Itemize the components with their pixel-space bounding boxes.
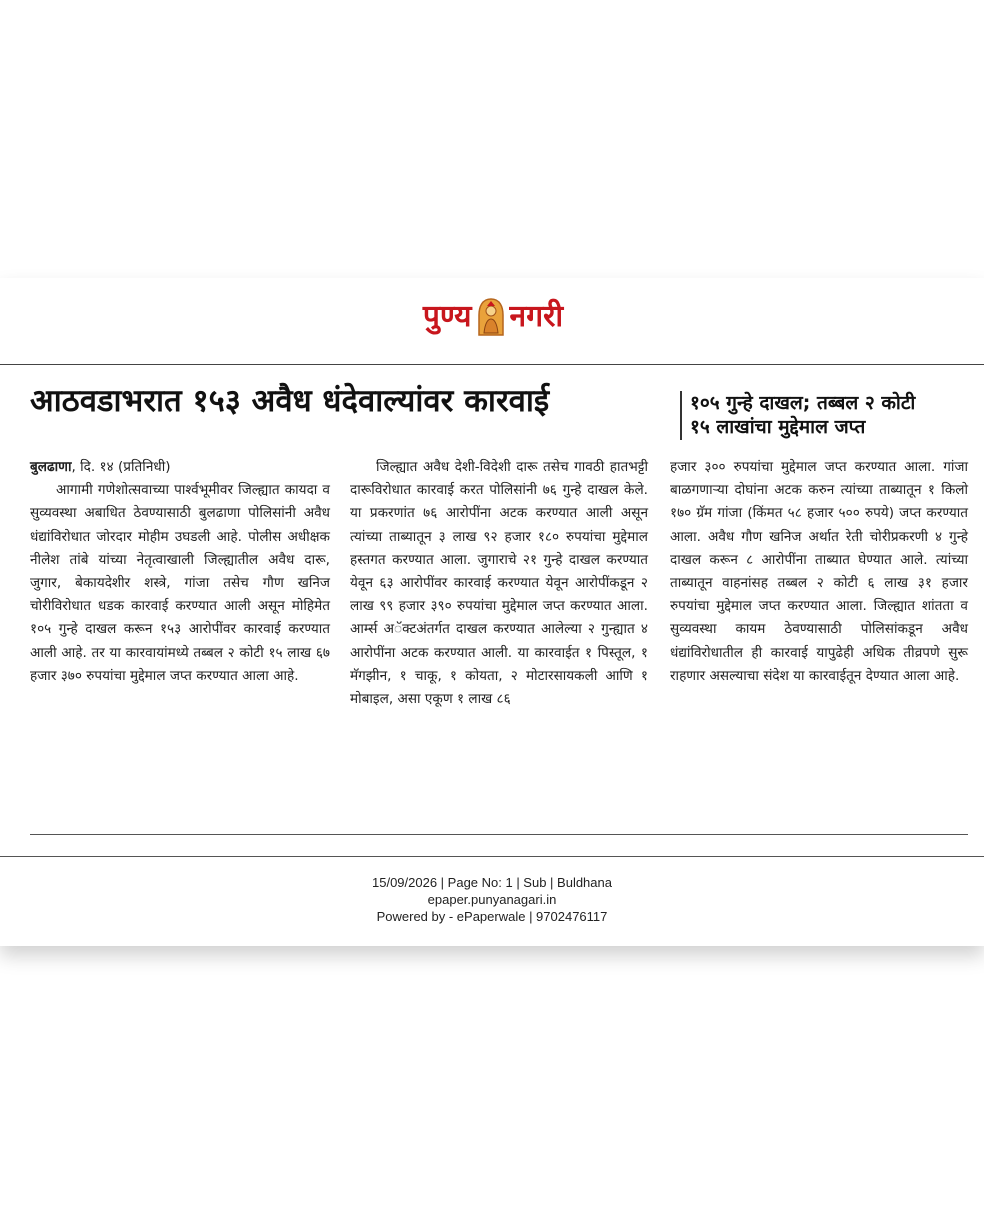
article-column-2 [350, 456, 648, 711]
footer-powered-by: Powered by - ePaperwale | 9702476117 [376, 909, 608, 924]
dateline [30, 456, 330, 479]
footer-divider [0, 856, 984, 857]
footer-edition-info: 15/09/2026 | Page No: 1 | Sub | Buldhana [372, 875, 612, 890]
masthead-divider [0, 364, 984, 365]
subhead-line-2: १५ लाखांचा मुद्देमाल जप्त [690, 416, 866, 439]
newspaper-logo [388, 292, 598, 342]
article-bottom-divider [30, 834, 968, 835]
column-2-text: जिल्ह्यात अवैध देशी-विदेशी दारू तसेच गावठी हातभट्टी दारूविरोधात कारवाई करत पोलिसांनी ७६ गुन्हे दाखल केले. या प्रकरणांत ७६ आरोपींना अटक करण्यात आली असून त्यांच्या ताब्यातून ३ लाख ९२ हजार १८० रुपयांचा मुद्देमाल हस्तगत करण्यात आला. जुगाराचे २१ गुन्हे दाखल करण्यात येवून ६३ आरोपींवर कारवाई करण्यात येवून आरोपींकडून २ लाख ९९ हजार ३९० रुपयांचा मुद्देमाल जप्त करण्यात आला. आर्म्स अॅक्टअंतर्गत दाखल करण्यात आलेल्या २ गुन्ह्यात ४ आरोपींना अटक करण्यात आली. या कारवाईत १ पिस्तूल, १ मॅगझीन, १ चाकू, १ कोयता, २ मोटारसायकली आणि १ मोबाइल, असा एकूण १ लाख ८६ [350, 459, 648, 708]
article-column-3 [670, 456, 968, 688]
newspaper-clipping [0, 278, 984, 946]
article-headline: आठवडाभरात १५३ अवैध धंदेवाल्यांवर कारवाई [30, 383, 550, 419]
logo-word-right: नगरी [509, 299, 564, 334]
masthead [0, 278, 984, 364]
article-subheadline [680, 391, 980, 440]
logo-word-left: पुण्य [422, 299, 472, 334]
subhead-line-1: १०५ गुन्हे दाखल; तब्बल २ कोटी [690, 392, 916, 414]
footer-website: epaper.punyanagari.in [427, 892, 557, 907]
column-2-paragraph [350, 456, 648, 711]
deity-emblem-icon [476, 297, 506, 337]
page-footer [0, 874, 984, 925]
column-3-text: हजार ३०० रुपयांचा मुद्देमाल जप्त करण्यात आला. गांजा बाळगणाऱ्या दोघांना अटक करुन त्यांच्या ताब्यातून १ किलो १७० ग्रॅम गांजा (किंमत ५८ हजार ५०० रुपये) जप्त करण्यात आला. अवैध गौण खनिज अर्थात रेती चोरीप्रकरणी ४ गुन्हे दाखल करून ८ आरोपींना ताब्यात घेण्यात आले. त्यांच्या ताब्यातून वाहनांसह तब्बल २ कोटी ६ लाख ३१ हजार रुपयांचा मुद्देमाल जप्त करण्यात आला. जिल्ह्यात शांतता व सुव्यवस्था कायम ठेवण्यासाठी पोलिसांकडून अवैध धंद्यांविरोधातील ही कारवाई यापुढेही अधिक तीव्रपणे सुरू राहणार असल्याचा संदेश या कारवाईतून देण्यात आला आहे. [670, 459, 968, 684]
column-1-paragraph [30, 479, 330, 688]
article-column-1 [30, 456, 330, 688]
column-1-text: आगामी गणेशोत्सवाच्या पार्श्वभूमीवर जिल्ह्यात कायदा व सुव्यवस्था अबाधित ठेवण्यासाठी बुलढाणा पोलिसांनी अवैध धंद्यांविरोधात जोरदार मोहीम उघडली आहे. पोलीस अधीक्षक नीलेश तांबे यांच्या नेतृत्वाखाली जिल्ह्यातील अवैध दारू, जुगार, बेकायदेशीर शस्त्रे, गांजा तसेच गौण खनिज चोरीविरोधात धडक कारवाई करण्यात आली असून मोहिमेत १०५ गुन्हे दाखल करून १५३ आरोपींवर कारवाई करण्यात आली आहे. तर या कारवायांमध्ये तब्बल २ कोटी १५ लाख ६७ हजार ३७० रुपयांचा मुद्देमाल जप्त करण्यात आला आहे. [30, 482, 330, 684]
dateline-place: बुलढाणा [30, 459, 72, 475]
column-3-paragraph [670, 456, 968, 688]
dateline-rest: , दि. १४ (प्रतिनिधी) [71, 459, 171, 475]
